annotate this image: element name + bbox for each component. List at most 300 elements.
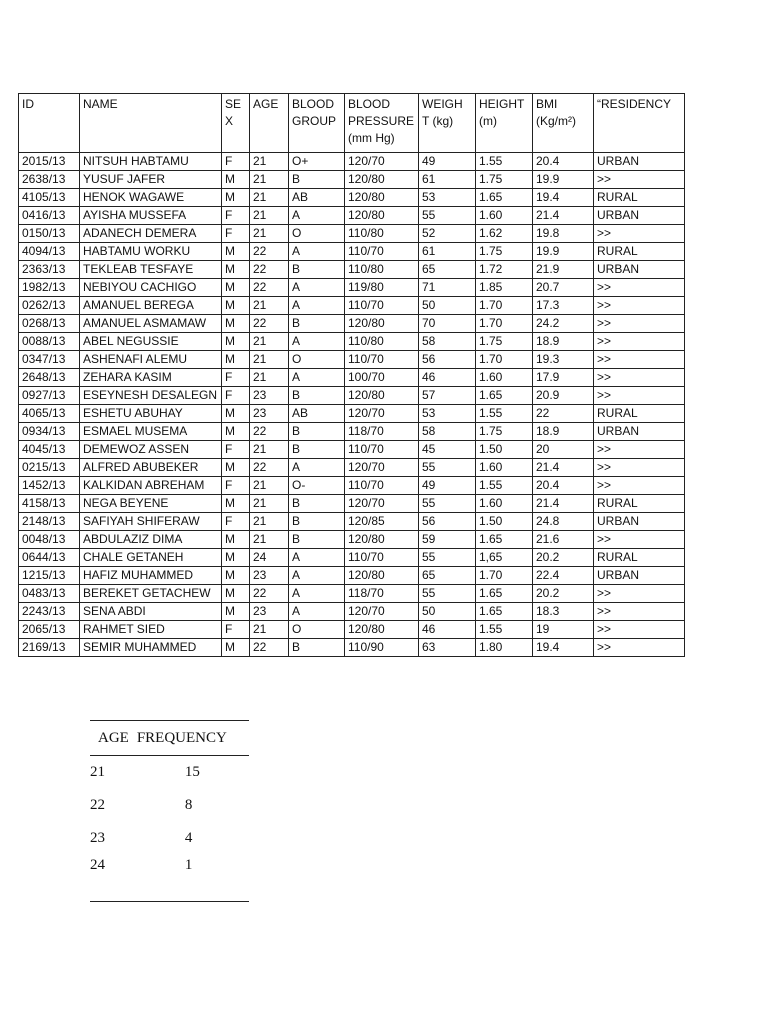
table-cell: >> [594,441,685,459]
frequency-row [90,822,249,855]
table-cell: 21.9 [533,261,594,279]
table-cell: >> [594,621,685,639]
table-row [19,477,685,495]
table-row [19,297,685,315]
table-cell: O [289,621,345,639]
table-cell: 21 [250,153,289,171]
table-cell: 22 [250,243,289,261]
table-header-row [19,94,685,153]
table-cell: A [289,549,345,567]
table-cell: 21.6 [533,531,594,549]
table-cell: 21 [250,297,289,315]
frequency-value: 15 [184,764,200,780]
table-cell: 0927/13 [19,387,80,405]
table-cell: 20.9 [533,387,594,405]
table-cell: 55 [419,549,476,567]
table-cell: NEGA BEYENE [80,495,222,513]
table-cell: A [289,333,345,351]
table-cell: ZEHARA KASIM [80,369,222,387]
table-cell: 120/80 [345,621,419,639]
table-cell: M [222,405,250,423]
table-cell: F [222,225,250,243]
table-cell: M [222,315,250,333]
table-cell: 63 [419,639,476,657]
table-cell: 4094/13 [19,243,80,261]
table-cell: 0416/13 [19,207,80,225]
table-cell: B [289,441,345,459]
table-cell: 56 [419,513,476,531]
table-cell: 1.85 [476,279,533,297]
table-cell: URBAN [594,207,685,225]
table-cell: ASHENAFI ALEMU [80,351,222,369]
table-cell: 1.50 [476,441,533,459]
table-cell: 2169/13 [19,639,80,657]
table-cell: O+ [289,153,345,171]
table-cell: >> [594,315,685,333]
table-cell: RAHMET SIED [80,621,222,639]
table-cell: 1982/13 [19,279,80,297]
table-row [19,441,685,459]
table-cell: A [289,369,345,387]
table-cell: 4065/13 [19,405,80,423]
table-cell: 1.80 [476,639,533,657]
table-row [19,585,685,603]
table-cell: A [289,567,345,585]
table-cell: 58 [419,333,476,351]
age-value: 22 [90,797,105,813]
table-cell: 0048/13 [19,531,80,549]
table-cell: 1.65 [476,531,533,549]
table-cell: 2648/13 [19,369,80,387]
table-cell: 4158/13 [19,495,80,513]
table-cell: 0215/13 [19,459,80,477]
table-cell: 1.65 [476,603,533,621]
table-row [19,639,685,657]
table-cell: A [289,585,345,603]
table-cell: 20.2 [533,549,594,567]
table-cell: 110/80 [345,333,419,351]
table-cell: 110/70 [345,549,419,567]
column-header: SE X [222,94,250,153]
table-cell: >> [594,171,685,189]
table-cell: HABTAMU WORKU [80,243,222,261]
table-row [19,513,685,531]
table-cell: 19.9 [533,243,594,261]
age-value: 24 [90,855,137,902]
table-cell: B [289,513,345,531]
table-cell: M [222,297,250,315]
table-cell: A [289,207,345,225]
table-row [19,243,685,261]
table-cell: B [289,315,345,333]
table-cell: 1.70 [476,297,533,315]
table-cell: 52 [419,225,476,243]
table-cell: 65 [419,567,476,585]
table-cell: 21 [250,333,289,351]
table-cell: 20.4 [533,153,594,171]
table-cell: >> [594,603,685,621]
table-cell: 20 [533,441,594,459]
table-cell: 1.55 [476,621,533,639]
table-cell: 20.7 [533,279,594,297]
table-cell: 1215/13 [19,567,80,585]
table-cell: 100/70 [345,369,419,387]
column-header: HEIGHT (m) [476,94,533,153]
table-cell: 19.8 [533,225,594,243]
table-cell: 19.3 [533,351,594,369]
table-cell: 21 [250,621,289,639]
table-cell: 55 [419,585,476,603]
table-row [19,315,685,333]
table-cell: >> [594,351,685,369]
table-cell: 24.2 [533,315,594,333]
table-row [19,567,685,585]
column-header: “RESIDENCY [594,94,685,153]
table-cell: 56 [419,351,476,369]
table-cell: 0088/13 [19,333,80,351]
table-cell: 120/70 [345,405,419,423]
table-cell: 110/70 [345,351,419,369]
frequency-row [90,756,249,790]
table-cell: 2015/13 [19,153,80,171]
table-cell: A [289,603,345,621]
table-cell: RURAL [594,549,685,567]
column-header: BMI (Kg/m²) [533,94,594,153]
table-cell: 53 [419,405,476,423]
table-cell: 120/70 [345,153,419,171]
table-cell: F [222,513,250,531]
table-cell: ALFRED ABUBEKER [80,459,222,477]
table-cell: 120/70 [345,495,419,513]
table-row [19,405,685,423]
table-row [19,459,685,477]
table-cell: 55 [419,459,476,477]
table-cell: 22 [250,279,289,297]
table-cell: B [289,495,345,513]
column-header: AGE [250,94,289,153]
frequency-header-row [90,721,249,756]
table-cell: 1.70 [476,315,533,333]
table-cell: 21 [250,189,289,207]
column-header: BLOOD GROUP [289,94,345,153]
table-cell: 21 [250,477,289,495]
table-cell: 21 [250,531,289,549]
table-row [19,279,685,297]
table-cell: 2638/13 [19,171,80,189]
table-cell: 0262/13 [19,297,80,315]
table-cell: AB [289,405,345,423]
table-row [19,387,685,405]
table-cell: B [289,531,345,549]
table-cell: >> [594,387,685,405]
table-cell: M [222,261,250,279]
table-cell: 1452/13 [19,477,80,495]
column-header: NAME [80,94,222,153]
column-header: WEIGH T (kg) [419,94,476,153]
table-cell: 21 [250,441,289,459]
table-cell: 61 [419,243,476,261]
table-cell: URBAN [594,153,685,171]
table-cell: 1.72 [476,261,533,279]
table-cell: 22 [250,315,289,333]
table-cell: ADANECH DEMERA [80,225,222,243]
table-cell: B [289,423,345,441]
table-cell: 1.70 [476,351,533,369]
table-cell: 0268/13 [19,315,80,333]
table-cell: 1.65 [476,387,533,405]
table-row [19,261,685,279]
table-cell: 46 [419,369,476,387]
table-cell: 49 [419,477,476,495]
table-cell: F [222,387,250,405]
table-cell: AMANUEL BEREGA [80,297,222,315]
student-data-table [18,93,685,657]
table-cell: 17.3 [533,297,594,315]
table-cell: M [222,639,250,657]
table-cell: RURAL [594,243,685,261]
table-cell: 19 [533,621,594,639]
table-cell: 110/70 [345,297,419,315]
table-cell: 21.4 [533,207,594,225]
table-cell: 0150/13 [19,225,80,243]
frequency-value: 8 [184,797,193,813]
table-cell: 1.70 [476,567,533,585]
table-cell: 1.55 [476,477,533,495]
table-cell: 22.4 [533,567,594,585]
table-cell: 2243/13 [19,603,80,621]
table-cell: 1.55 [476,153,533,171]
table-cell: O [289,351,345,369]
table-cell: 18.9 [533,423,594,441]
table-cell: M [222,585,250,603]
table-cell: 22 [250,459,289,477]
table-cell: 1.60 [476,459,533,477]
frequency-column-header: FREQUENCY [137,721,249,756]
table-cell: 120/80 [345,531,419,549]
table-row [19,207,685,225]
table-cell: 45 [419,441,476,459]
age-frequency-table [90,720,249,902]
table-cell: 22 [250,261,289,279]
table-cell: 70 [419,315,476,333]
frequency-value: 4 [184,830,193,846]
table-cell: 20.4 [533,477,594,495]
table-cell: A [289,459,345,477]
table-cell: URBAN [594,513,685,531]
table-cell: 1.55 [476,405,533,423]
table-cell: AYISHA MUSSEFA [80,207,222,225]
table-cell: 18.9 [533,333,594,351]
table-cell: ESHETU ABUHAY [80,405,222,423]
table-cell: 50 [419,297,476,315]
table-cell: 120/80 [345,567,419,585]
table-cell: >> [594,477,685,495]
table-cell: URBAN [594,423,685,441]
table-row [19,531,685,549]
table-cell: 22 [250,639,289,657]
table-cell: TEKLEAB TESFAYE [80,261,222,279]
age-column-header: AGE [90,721,137,756]
table-cell: 120/80 [345,189,419,207]
table-row [19,225,685,243]
table-cell: 59 [419,531,476,549]
table-cell: URBAN [594,261,685,279]
table-cell: 21 [250,207,289,225]
table-cell: 0644/13 [19,549,80,567]
table-cell: NITSUH HABTAMU [80,153,222,171]
table-cell: 110/70 [345,243,419,261]
table-cell: 53 [419,189,476,207]
table-row [19,621,685,639]
table-cell: >> [594,459,685,477]
table-cell: SEMIR MUHAMMED [80,639,222,657]
table-cell: RURAL [594,405,685,423]
table-cell: 120/80 [345,171,419,189]
table-cell: M [222,333,250,351]
table-cell: M [222,459,250,477]
table-cell: 0347/13 [19,351,80,369]
table-cell: >> [594,369,685,387]
table-cell: 21 [250,513,289,531]
table-cell: 2065/13 [19,621,80,639]
table-cell: 110/70 [345,477,419,495]
table-cell: M [222,189,250,207]
table-cell: M [222,423,250,441]
table-cell: B [289,387,345,405]
table-cell: 23 [250,603,289,621]
table-row [19,189,685,207]
table-cell: BEREKET GETACHEW [80,585,222,603]
table-cell: 21 [250,351,289,369]
table-cell: 120/70 [345,459,419,477]
table-cell: 1.50 [476,513,533,531]
table-cell: 19.9 [533,171,594,189]
frequency-row [90,855,249,902]
table-cell: 2363/13 [19,261,80,279]
table-cell: 18.3 [533,603,594,621]
table-cell: HAFIZ MUHAMMED [80,567,222,585]
table-cell: ESEYNESH DESALEGN [80,387,222,405]
table-cell: RURAL [594,189,685,207]
age-value: 23 [90,830,105,846]
table-cell: B [289,639,345,657]
table-cell: 4105/13 [19,189,80,207]
table-cell: >> [594,225,685,243]
table-cell: 1.75 [476,333,533,351]
table-row [19,495,685,513]
table-cell: M [222,531,250,549]
frequency-row [90,789,249,822]
table-cell: 118/70 [345,423,419,441]
table-cell: 17.9 [533,369,594,387]
table-cell: F [222,621,250,639]
table-cell: SAFIYAH SHIFERAW [80,513,222,531]
table-cell: 61 [419,171,476,189]
table-cell: AB [289,189,345,207]
table-cell: M [222,351,250,369]
table-cell: 1.75 [476,243,533,261]
table-cell: O- [289,477,345,495]
table-cell: 4045/13 [19,441,80,459]
table-cell: 23 [250,387,289,405]
table-cell: HENOK WAGAWE [80,189,222,207]
table-cell: 0934/13 [19,423,80,441]
table-cell: 110/70 [345,441,419,459]
table-cell: 120/80 [345,387,419,405]
table-cell: 21 [250,171,289,189]
table-cell: F [222,369,250,387]
table-cell: 24 [250,549,289,567]
table-cell: DEMEWOZ ASSEN [80,441,222,459]
table-cell: 57 [419,387,476,405]
table-cell: 22 [533,405,594,423]
table-cell: 119/80 [345,279,419,297]
table-cell: 21.4 [533,459,594,477]
table-cell: 120/80 [345,207,419,225]
table-cell: F [222,153,250,171]
table-cell: 21 [250,495,289,513]
table-cell: >> [594,333,685,351]
table-cell: 19.4 [533,639,594,657]
table-cell: M [222,243,250,261]
table-cell: NEBIYOU CACHIGO [80,279,222,297]
table-cell: 1.75 [476,423,533,441]
table-cell: M [222,549,250,567]
table-cell: 120/80 [345,315,419,333]
table-cell: >> [594,639,685,657]
table-cell: M [222,279,250,297]
table-row [19,603,685,621]
table-cell: A [289,243,345,261]
table-cell: 120/85 [345,513,419,531]
table-cell: >> [594,585,685,603]
table-row [19,171,685,189]
table-cell: 21 [250,225,289,243]
table-cell: 118/70 [345,585,419,603]
table-cell: M [222,567,250,585]
table-cell: RURAL [594,495,685,513]
table-row [19,549,685,567]
table-cell: M [222,171,250,189]
table-cell: 58 [419,423,476,441]
table-cell: KALKIDAN ABREHAM [80,477,222,495]
table-cell: 24.8 [533,513,594,531]
table-cell: 1,65 [476,549,533,567]
table-cell: F [222,207,250,225]
table-row [19,351,685,369]
table-cell: 65 [419,261,476,279]
table-cell: F [222,441,250,459]
table-cell: >> [594,279,685,297]
table-row [19,333,685,351]
table-cell: >> [594,531,685,549]
table-cell: >> [594,297,685,315]
table-cell: 19.4 [533,189,594,207]
table-cell: A [289,297,345,315]
table-cell: 1.60 [476,495,533,513]
table-cell: 50 [419,603,476,621]
table-cell: 71 [419,279,476,297]
table-cell: M [222,495,250,513]
table-cell: 46 [419,621,476,639]
table-cell: F [222,477,250,495]
table-cell: CHALE GETANEH [80,549,222,567]
table-cell: A [289,279,345,297]
table-cell: 1.65 [476,189,533,207]
table-cell: O [289,225,345,243]
table-cell: 120/70 [345,603,419,621]
table-row [19,153,685,171]
